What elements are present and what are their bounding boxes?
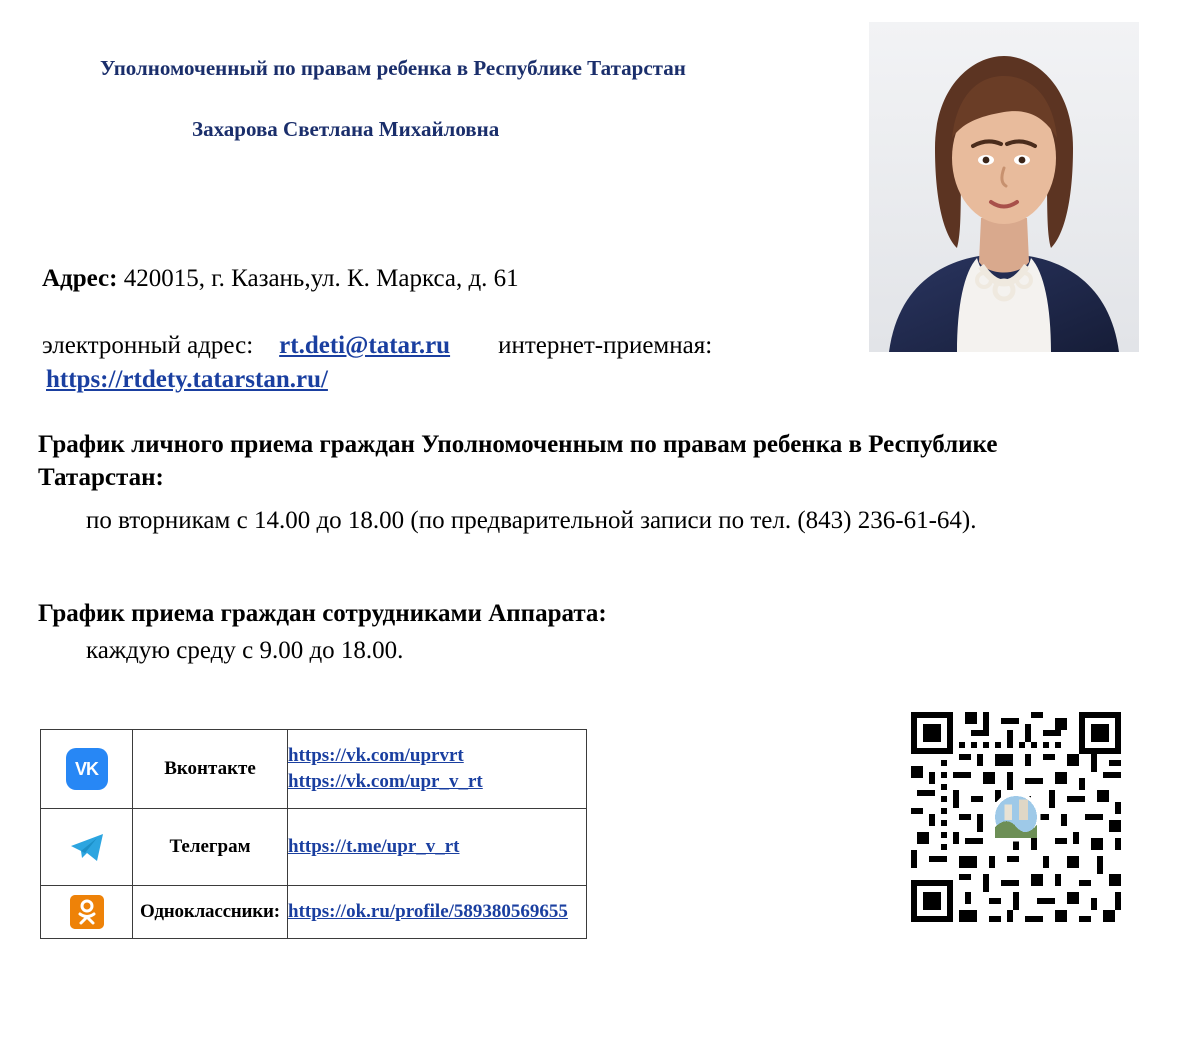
odnoklassniki-links-cell <box>288 886 587 939</box>
vk-links-cell <box>288 730 587 809</box>
personal-reception-title: График личного приема граждан Уполномоченным по правам ребенка в Республике Татарстан: <box>38 431 998 491</box>
vk-icon: VK <box>66 748 108 790</box>
odnoklassniki-icon-cell <box>41 886 133 939</box>
official-name: Захарова Светлана Михайловна <box>192 117 500 141</box>
telegram-icon-cell <box>41 809 133 886</box>
telegram-icon <box>65 825 109 869</box>
address-label: Адрес: <box>42 265 118 292</box>
table-row <box>41 809 587 886</box>
personal-reception-body: по вторникам с 14.00 до 18.00 (по предварительной записи по тел. (843) 236-61-64). <box>86 507 977 534</box>
vk-link-1[interactable]: https://vk.com/uprvrt <box>288 745 464 767</box>
odnoklassniki-name-cell: Одноклассники: <box>133 886 288 939</box>
odnoklassniki-link-1[interactable]: https://ok.ru/profile/589380569655 <box>288 901 568 923</box>
table-row <box>41 730 587 809</box>
email-label: электронный адрес: <box>42 332 254 359</box>
address-value: 420015, г. Казань,ул. К. Маркса, д. 61 <box>117 265 519 292</box>
telegram-links-cell <box>288 809 587 886</box>
portrait-photo <box>869 22 1139 352</box>
odnoklassniki-icon <box>70 895 104 929</box>
vk-link-2[interactable]: https://vk.com/upr_v_rt <box>288 771 483 792</box>
social-links-table <box>40 729 587 939</box>
staff-reception-title: График приема граждан сотрудниками Аппарата: <box>38 600 607 627</box>
email-link[interactable]: rt.deti@tatar.ru <box>279 332 451 359</box>
vk-name-cell: Вконтакте <box>133 730 288 809</box>
staff-reception-body: каждую среду с 9.00 до 18.00. <box>86 637 404 664</box>
qr-code <box>905 706 1127 928</box>
vk-icon-cell <box>41 730 133 809</box>
telegram-name-cell: Телеграм <box>133 809 288 886</box>
telegram-link-1[interactable]: https://t.me/upr_v_rt <box>288 836 460 858</box>
page-title: Уполномоченный по правам ребенка в Республике Татарстан <box>100 56 686 80</box>
address-line <box>42 263 519 294</box>
site-line <box>46 366 328 394</box>
site-link[interactable]: https://rtdety.tatarstan.ru/ <box>46 366 328 393</box>
email-line <box>42 330 712 361</box>
table-row <box>41 886 587 939</box>
reception-label: интернет-приемная: <box>498 332 713 359</box>
